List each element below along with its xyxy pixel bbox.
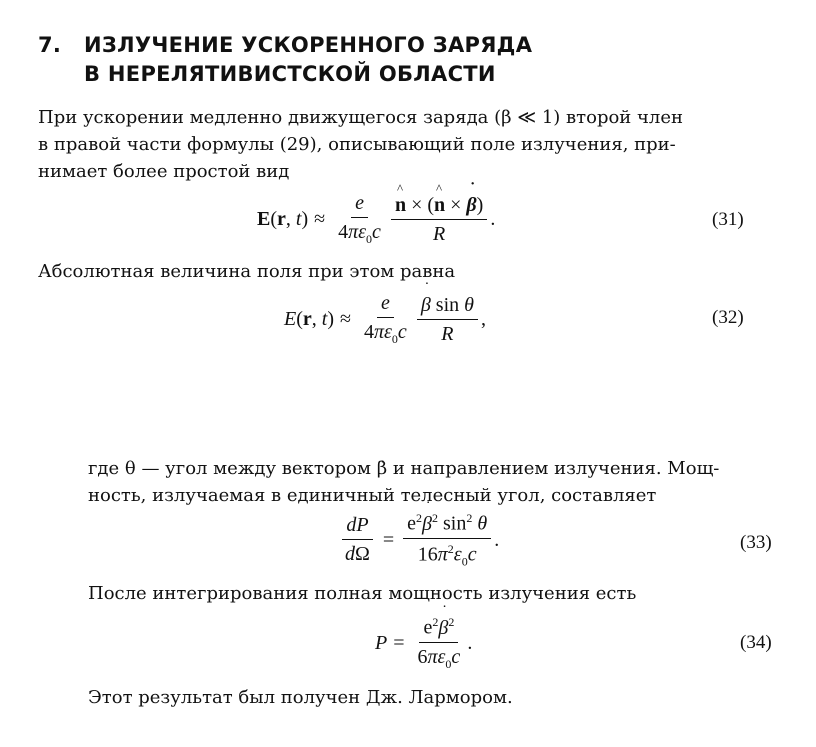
paragraph-integration: После интегрирования полная мощность излучения есть [88, 583, 637, 604]
paragraph-larmor: Этот результат был получен Дж. Лармором. [88, 687, 513, 708]
section-number: 7. [38, 33, 62, 57]
paragraph-line: в правой части формулы (29), описывающий поле излучения, при- [38, 134, 676, 155]
paragraph-line: При ускорении медленно движущегося заряда (β ≪ 1) второй член [38, 107, 684, 128]
equation-32: E(r, t) ≈ $\frac{e}{4\pi\varepsilon_0c}$ ˙ $\frac{\text{β sin θ}}{R}$ , [284, 292, 486, 347]
paragraph-magnitude: Абсолютная величина поля при этом равна [38, 261, 456, 282]
paragraph-intro [38, 104, 683, 185]
equation-31: E(r, t) ≈ $\frac{e}{4\pi\varepsilon_0c}$ ^ $\frac{n \times (\^{} n \times ˙ \beta)}{R}$ . [257, 192, 495, 247]
section-heading [38, 31, 532, 89]
equation-number: (33) [740, 532, 772, 553]
equation-33: $\frac{dP}{d\Omega}$ = $\frac{e^2˙ \beta^2 \sin^2 \theta}{16\pi^2\varepsilon_0c}$ . [338, 511, 499, 569]
equation-number: (32) [712, 307, 744, 328]
section-title-line-2: В НЕРЕЛЯТИВИСТСКОЙ ОБЛАСТИ [84, 62, 496, 86]
paragraph-line: нимает более простой вид [38, 161, 290, 182]
paragraph-angle [88, 455, 719, 509]
equation-34: P = $\frac{e^2˙ \beta^2}{6\pi\varepsilon_0c}$ . [375, 615, 472, 672]
equation-number: (34) [740, 632, 772, 653]
section-title-line-1: ИЗЛУЧЕНИЕ УСКОРЕННОГО ЗАРЯДА [84, 33, 533, 57]
paragraph-line: где θ — угол между вектором β̇ и направлением излучения. Мощ- [88, 458, 720, 479]
paragraph-line: ность, излучаемая в единичный телесный угол, составляет [88, 485, 657, 506]
equation-number: (31) [712, 209, 744, 230]
